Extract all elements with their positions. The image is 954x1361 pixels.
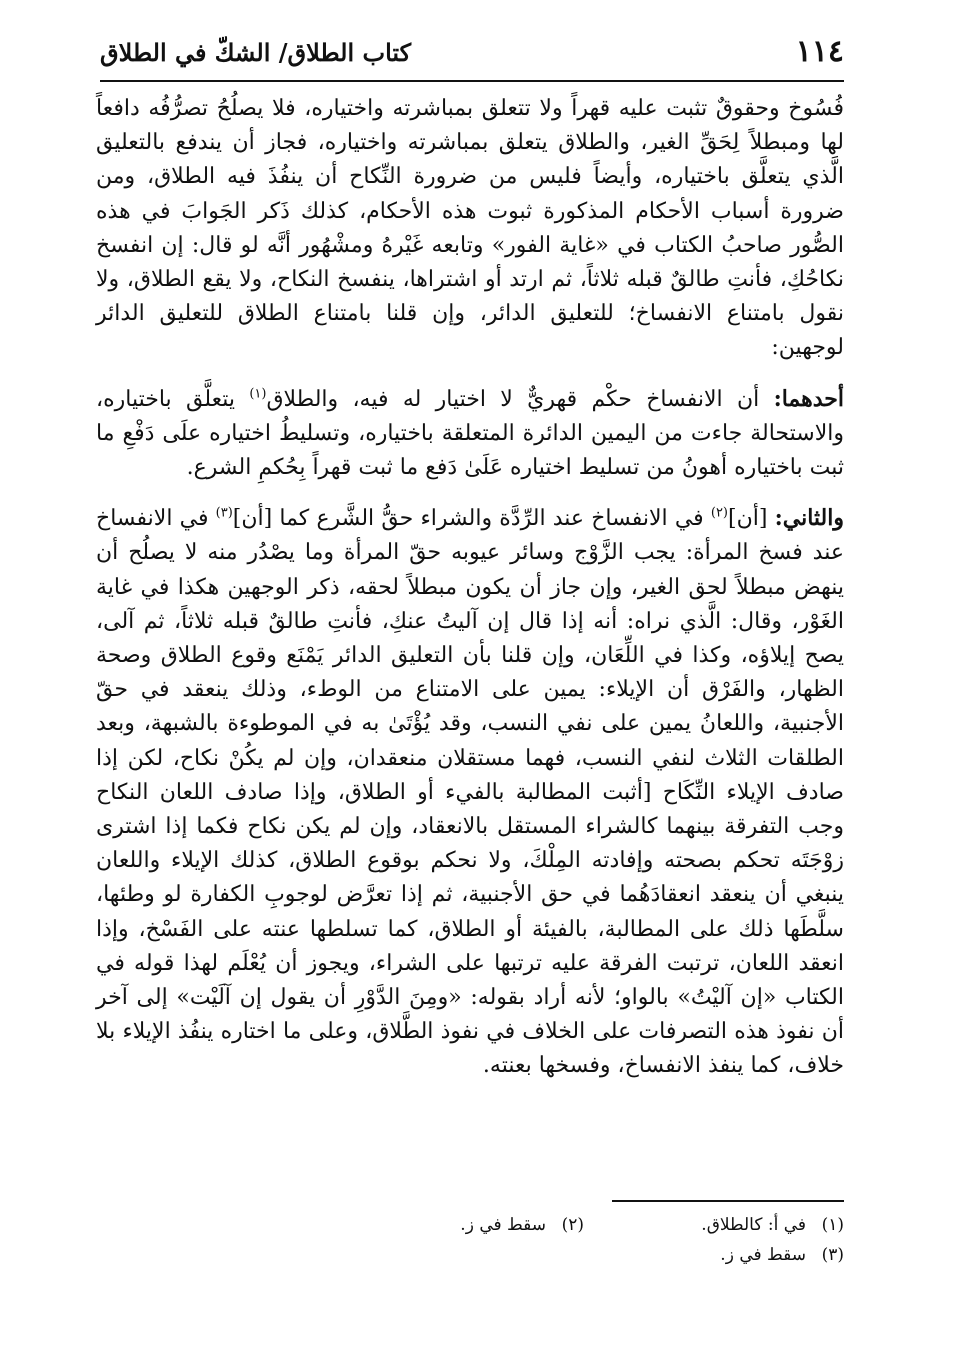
footnotes — [96, 1210, 844, 1270]
footnote-2 — [324, 1210, 584, 1240]
paragraph-3-text-b: في الانفساخ عند الرِّدَّة والشراء حقُّ الشَّرع كما [أن] — [232, 506, 711, 532]
paragraph-2 — [96, 382, 844, 486]
footnote-number: (١) — [821, 1215, 844, 1235]
paragraph-2-lead: أحدهما: — [773, 385, 844, 412]
page-number: ١١٤ — [795, 34, 844, 69]
footnote-number: (٣) — [821, 1245, 844, 1265]
paragraph-3 — [96, 501, 844, 1083]
paragraph-2-text-b: يتعلَّق باختياره، والاستحالة جاءت من اليمين الدائرة المتعلقة باختياره، وتسليطُ اختياره علَى دَفْعِ ما ثبت باختياره أهونُ من تسليط اختياره عَلَىٰ دَفع ما ثبت قهراً بِحُكمِ الشرع. — [96, 386, 844, 481]
main-text — [96, 92, 844, 1084]
footnote-1 — [584, 1210, 844, 1240]
footnote-text: سقط في ز. — [720, 1245, 806, 1265]
paragraph-3-text-a: [أن] — [728, 506, 775, 532]
footnote-text: في أ: كالطلاق. — [701, 1215, 806, 1235]
footnote-text: سقط في ز. — [460, 1215, 546, 1235]
page-header — [100, 28, 844, 82]
paragraph-3-lead: والثاني: — [774, 505, 844, 532]
footnote-number: (٢) — [561, 1215, 584, 1235]
footnote-separator — [612, 1200, 844, 1202]
paragraph-2-text-a: أن الانفساخ حكْم قهريٌّ لا اختيار له فيه، والطلاق — [266, 386, 774, 412]
paragraph-3-text-c: في الانفساخ عند فسخ المرأة: يجب الزَّوْج وسائر عيوبه حقّ المرأة وما يصْدُر منه لا يصلُح أن ينهض مبطلاً لحق الغير، وإن جاز أن يكون مبطلاً لحقه، ذكر الوجهين هكذا في غاية الغَوْر، وقال: الَّذي نراه: أنه إذا قال إن آليتُ عنكِ، فأنتِ طالقٌ قبله ثلاثاً، ثم آلى، يصح إيلاؤه، وكذا في اللِّعَان، وإن قلنا بأن التعليق الدائر يَمْنَع وقوع الطلاق وصحة الظهار، والفَرْق أن الإيلاء: يمين على الامتناع من الوطء، وذلك ينعقد في حقّ الأجنبية، واللعانُ يمين على نفي النسب، وقد يُؤْتَىٰ به في الموطوءة بالشبهة، وبعد الطلقات الثلاث لنفي النسب، فهما مستقلان منعقدان، وإن لم يكُنْ نكاح، لكن إذا صادف الإيلاء النِّكَاح [أثبت المطالبة بالفيء أو الطلاق، وإذا صادف اللعان النكاح وجب التفرقة بينهما كالشراء المستقل بالانعقاد، وإن لم يكن نكاح فكما إذا اشترى زوْجَتَه تحكم بصحته وإفادته المِلْكَ، ولا نحكم بوقوع الطلاق، كذلك الإيلاء واللعان ينبغي أن ينعقد انعقادَهُما في حق الأجنبية، ثم إذا تعرَّض لوجوبِ الكفارة لو وطئها، سلَّطَها ذلك على المطالبة، بالفيئة أو الطلاق، كما تسلطها عنته على الفَسْخ، وإذا انعقد اللعان، ترتبت الفرقة عليه ترتبها على الشراء، ويجوز أن يُعْلَم لهذا قوله في الكتاب «إن آليْتُ» بالواو؛ لأنه أراد بقوله: «ومِنَ الدَّوْرِ أن يقول إن آلَيْت» إلى آخر أن نفوذ هذه التصرفات على الخلاف في نفوذ الطَّلاق، وعلى ما اختاره ينفُذ الإيلاء بلا خلاف، كما ينفذ الانفساخ، وفسخها بعنته. — [96, 506, 844, 1079]
footnote-row — [96, 1210, 844, 1240]
footnote-ref-2: (٢) — [710, 505, 728, 521]
footnote-ref-3: (٣) — [215, 505, 233, 521]
footnote-3 — [584, 1240, 844, 1270]
running-title: كتاب الطلاق/ الشكّ في الطلاق — [100, 38, 412, 67]
footnote-ref-1: (١) — [249, 386, 267, 402]
footnote-row — [96, 1240, 844, 1270]
paragraph-1: فُسُوخ وحقوقٌ تثبت عليه قهراً ولا تتعلق بمباشرته واختياره، فلا يصلُحُ تصرُّفُه دافعاً لها ومبطلاً لِحَقِّ الغير، والطلاق يتعلق بمباشرته واختياره، فجاز أن يندفع بالتعليق الَّذي يتعلَّق باختياره، وأيضاً فليس من ضرورة النِّكاح أن ينفُذَ فيه الطلاق، ومن ضرورة أسباب الأحكام المذكورة ثبوت هذه الأحكام، كذلك ذَكر الجَوابَ في هذه الصُّور صاحبُ الكتاب في «غاية الفور» وتابعه غَيْرهُ ومشْهُور أنَّه لو قال: إن انفسخ نكاحُكِ، فأنتِ طالقٌ قبله ثلاثاً، ثم ارتد أو اشتراها، ينفسخ النكاح، ولا يقع الطلاق، ولا نقول بامتناع الانفساخ؛ للتعليق الدائر، وإن قلنا بامتناع الطلاق للتعليق الدائر لوجهين: — [96, 96, 844, 361]
